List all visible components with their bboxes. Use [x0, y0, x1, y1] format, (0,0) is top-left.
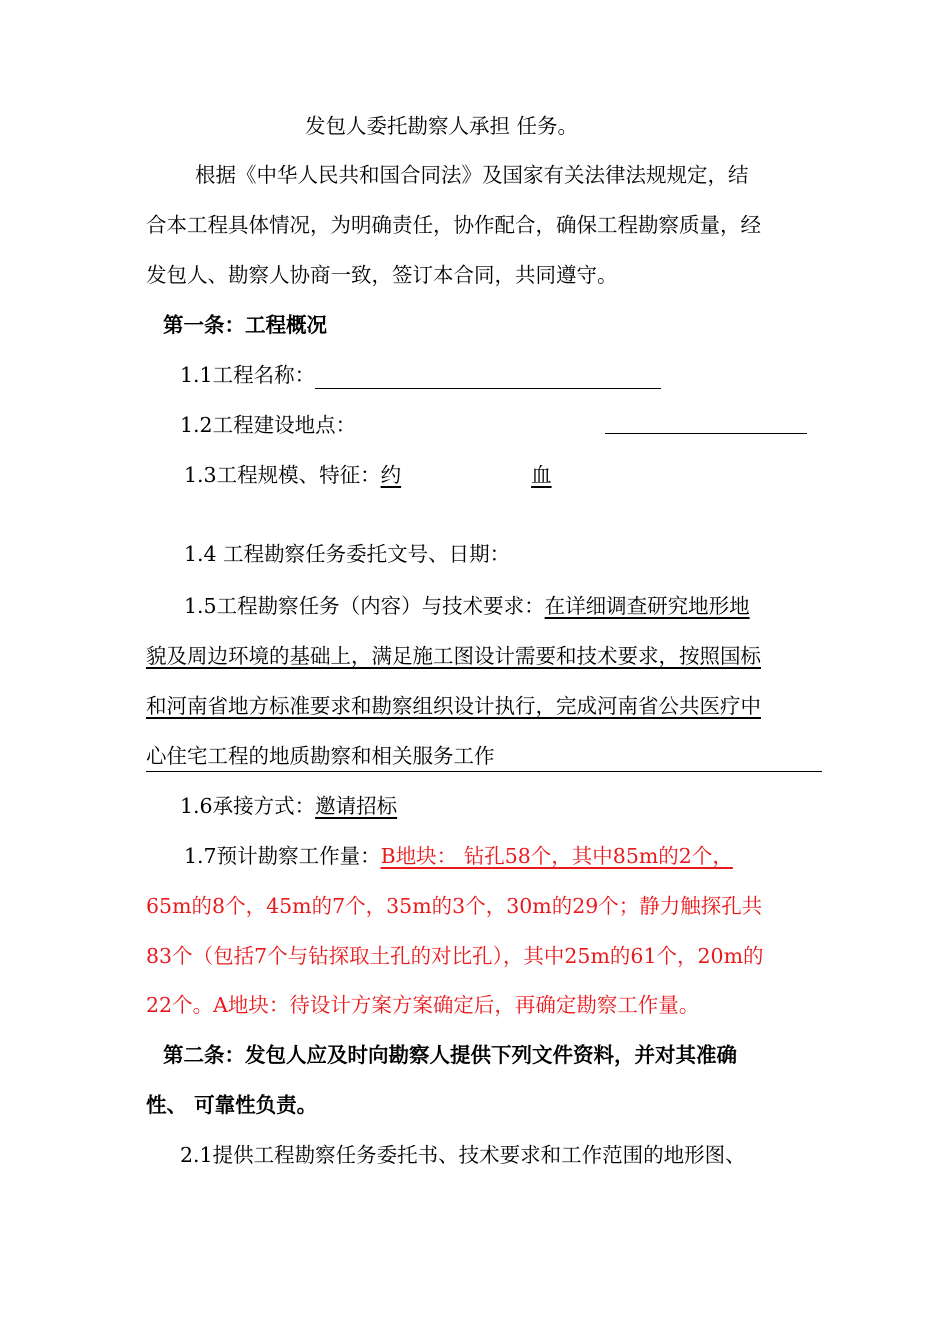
item-1-3-gap	[401, 461, 531, 489]
item-1-7-text-2: 65m的8个，45m的7个，35m的3个，30m的29个；静力触探孔共	[146, 894, 763, 918]
item-1-5-text-3: 和河南省地方标准要求和勘察组织设计执行，完成河南省公共医疗中	[146, 694, 761, 718]
item-1-4-label: 1.4 工程勘察任务委托文号、日期：	[184, 542, 511, 566]
site-location-blank	[605, 433, 807, 434]
item-1-7-text-4: 22个。A地块：待设计方案方案确定后，再确定勘察工作量。	[146, 993, 700, 1017]
intro-line: 发包人委托勘察人承担 任务。	[305, 114, 579, 138]
para1-line2: 合本工程具体情况，为明确责任，协作配合，确保工程勘察质量，经	[146, 213, 761, 237]
item-1-3	[184, 461, 552, 489]
project-name-blank	[315, 368, 661, 389]
item-1-6	[180, 792, 397, 820]
item-1-6-label: 1.6承接方式：	[180, 794, 316, 818]
para1-line1: 根据《中华人民共和国合同法》及国家有关法律法规规定，结	[195, 163, 749, 187]
item-1-5-text-2: 貌及周边环境的基础上，满足施工图设计需要和技术要求，按照国标	[146, 644, 761, 668]
item-1-3-value-b: 血	[531, 463, 552, 487]
item-1-7-label: 1.7预计勘察工作量：	[184, 844, 381, 868]
item-1-3-value	[381, 463, 552, 487]
item-1-2-label: 1.2工程建设地点：	[180, 413, 357, 437]
article2-heading-line2: 性、 可靠性负责。	[146, 1093, 318, 1117]
item-1-5-text-4: 心住宅工程的地质勘察和相关服务工作	[146, 744, 495, 768]
item-1-7-line1	[184, 842, 733, 870]
item-1-5-underline	[146, 771, 822, 772]
item-2-1: 2.1提供工程勘察任务委托书、技术要求和工作范围的地形图、	[180, 1143, 746, 1167]
item-1-5-label: 1.5工程勘察任务（内容）与技术要求：	[184, 594, 545, 618]
item-1-6-value: 邀请招标	[315, 794, 398, 818]
para1-line3: 发包人、勘察人协商一致，签订本合同，共同遵守。	[146, 263, 618, 287]
article2-heading-line1: 第二条：发包人应及时向勘察人提供下列文件资料，并对其准确	[163, 1043, 737, 1067]
item-1-5-line1	[184, 592, 750, 620]
item-1-5-text-1: 在详细调查研究地形地	[544, 594, 750, 618]
item-1-7-text-3: 83个（包括7个与钻探取土孔的对比孔），其中25m的61个，20m的	[146, 944, 764, 968]
item-1-3-value-a: 约	[380, 463, 402, 487]
item-1-3-label: 1.3工程规模、特征：	[184, 463, 381, 487]
item-1-1-label: 1.1工程名称：	[180, 363, 316, 387]
item-1-1	[180, 361, 661, 389]
item-1-7-text-1: B地块： 钻孔58个，其中85m的2个，	[380, 844, 733, 868]
article1-heading: 第一条：工程概况	[163, 313, 327, 337]
